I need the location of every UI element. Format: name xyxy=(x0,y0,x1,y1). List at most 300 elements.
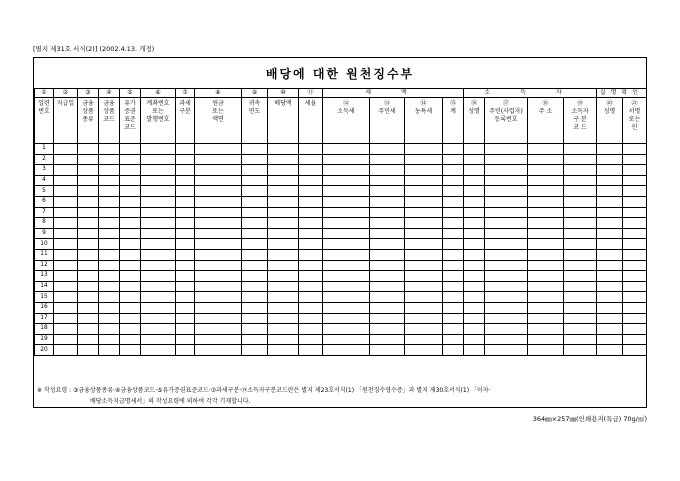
entry-cell[interactable] xyxy=(323,186,370,197)
entry-cell[interactable] xyxy=(443,207,464,218)
entry-cell[interactable] xyxy=(141,345,176,356)
entry-cell[interactable] xyxy=(485,345,528,356)
entry-cell[interactable] xyxy=(485,144,528,155)
entry-cell[interactable] xyxy=(623,186,647,197)
entry-cell[interactable] xyxy=(485,271,528,282)
entry-cell[interactable] xyxy=(120,302,141,313)
entry-cell[interactable] xyxy=(405,302,443,313)
entry-cell[interactable] xyxy=(405,186,443,197)
entry-cell[interactable] xyxy=(528,345,564,356)
entry-cell[interactable] xyxy=(141,324,176,335)
entry-cell[interactable] xyxy=(370,292,405,303)
entry-cell[interactable] xyxy=(176,260,195,271)
entry-cell[interactable] xyxy=(564,154,597,165)
entry-cell[interactable] xyxy=(78,292,99,303)
entry-cell[interactable] xyxy=(464,313,485,324)
entry-cell[interactable] xyxy=(120,175,141,186)
entry-cell[interactable] xyxy=(99,175,120,186)
entry-cell[interactable] xyxy=(54,228,78,239)
entry-cell[interactable] xyxy=(623,165,647,176)
entry-cell[interactable] xyxy=(370,186,405,197)
entry-cell[interactable] xyxy=(564,207,597,218)
entry-cell[interactable] xyxy=(54,154,78,165)
entry-cell[interactable] xyxy=(443,196,464,207)
entry-cell[interactable] xyxy=(268,239,299,250)
entry-cell[interactable] xyxy=(464,302,485,313)
entry-cell[interactable] xyxy=(299,175,323,186)
entry-cell[interactable] xyxy=(443,218,464,229)
entry-cell[interactable] xyxy=(268,144,299,155)
entry-cell[interactable] xyxy=(528,281,564,292)
entry-cell[interactable] xyxy=(78,165,99,176)
entry-cell[interactable] xyxy=(176,249,195,260)
entry-cell[interactable] xyxy=(242,228,268,239)
entry-cell[interactable] xyxy=(464,196,485,207)
entry-cell[interactable] xyxy=(370,196,405,207)
entry-cell[interactable] xyxy=(176,302,195,313)
entry-cell[interactable] xyxy=(623,207,647,218)
entry-cell[interactable] xyxy=(120,334,141,345)
entry-cell[interactable] xyxy=(443,260,464,271)
entry-cell[interactable] xyxy=(464,239,485,250)
entry-cell[interactable] xyxy=(485,324,528,335)
entry-cell[interactable] xyxy=(405,154,443,165)
entry-cell[interactable] xyxy=(299,334,323,345)
entry-cell[interactable] xyxy=(370,144,405,155)
entry-cell[interactable] xyxy=(242,324,268,335)
entry-cell[interactable] xyxy=(464,260,485,271)
entry-cell[interactable] xyxy=(528,249,564,260)
entry-cell[interactable] xyxy=(176,165,195,176)
entry-cell[interactable] xyxy=(176,239,195,250)
entry-cell[interactable] xyxy=(120,324,141,335)
entry-cell[interactable] xyxy=(623,228,647,239)
entry-cell[interactable] xyxy=(323,292,370,303)
entry-cell[interactable] xyxy=(370,334,405,345)
entry-cell[interactable] xyxy=(78,144,99,155)
entry-cell[interactable] xyxy=(485,313,528,324)
entry-cell[interactable] xyxy=(323,313,370,324)
entry-cell[interactable] xyxy=(528,207,564,218)
entry-cell[interactable] xyxy=(299,271,323,282)
entry-cell[interactable] xyxy=(405,207,443,218)
entry-cell[interactable] xyxy=(99,334,120,345)
entry-cell[interactable] xyxy=(597,302,623,313)
entry-cell[interactable] xyxy=(99,218,120,229)
entry-cell[interactable] xyxy=(323,302,370,313)
entry-cell[interactable] xyxy=(242,165,268,176)
entry-cell[interactable] xyxy=(54,239,78,250)
entry-cell[interactable] xyxy=(564,281,597,292)
entry-cell[interactable] xyxy=(323,218,370,229)
entry-cell[interactable] xyxy=(141,313,176,324)
entry-cell[interactable] xyxy=(299,260,323,271)
entry-cell[interactable] xyxy=(54,302,78,313)
entry-cell[interactable] xyxy=(405,239,443,250)
entry-cell[interactable] xyxy=(99,271,120,282)
entry-cell[interactable] xyxy=(485,302,528,313)
entry-cell[interactable] xyxy=(597,239,623,250)
entry-cell[interactable] xyxy=(528,324,564,335)
entry-cell[interactable] xyxy=(564,334,597,345)
entry-cell[interactable] xyxy=(443,281,464,292)
entry-cell[interactable] xyxy=(141,207,176,218)
entry-cell[interactable] xyxy=(299,144,323,155)
entry-cell[interactable] xyxy=(528,144,564,155)
entry-cell[interactable] xyxy=(323,260,370,271)
entry-cell[interactable] xyxy=(485,281,528,292)
entry-cell[interactable] xyxy=(564,260,597,271)
entry-cell[interactable] xyxy=(242,271,268,282)
entry-cell[interactable] xyxy=(464,154,485,165)
entry-cell[interactable] xyxy=(195,165,242,176)
entry-cell[interactable] xyxy=(485,186,528,197)
entry-cell[interactable] xyxy=(405,281,443,292)
entry-cell[interactable] xyxy=(54,165,78,176)
entry-cell[interactable] xyxy=(268,154,299,165)
entry-cell[interactable] xyxy=(464,165,485,176)
entry-cell[interactable] xyxy=(623,154,647,165)
entry-cell[interactable] xyxy=(564,144,597,155)
entry-cell[interactable] xyxy=(99,196,120,207)
entry-cell[interactable] xyxy=(78,196,99,207)
entry-cell[interactable] xyxy=(141,175,176,186)
entry-cell[interactable] xyxy=(299,281,323,292)
entry-cell[interactable] xyxy=(299,302,323,313)
entry-cell[interactable] xyxy=(623,292,647,303)
entry-cell[interactable] xyxy=(623,281,647,292)
entry-cell[interactable] xyxy=(370,175,405,186)
entry-cell[interactable] xyxy=(323,207,370,218)
entry-cell[interactable] xyxy=(99,281,120,292)
entry-cell[interactable] xyxy=(370,239,405,250)
entry-cell[interactable] xyxy=(485,175,528,186)
entry-cell[interactable] xyxy=(597,313,623,324)
entry-cell[interactable] xyxy=(195,154,242,165)
entry-cell[interactable] xyxy=(323,324,370,335)
entry-cell[interactable] xyxy=(54,249,78,260)
entry-cell[interactable] xyxy=(528,292,564,303)
entry-cell[interactable] xyxy=(597,271,623,282)
entry-cell[interactable] xyxy=(195,218,242,229)
entry-cell[interactable] xyxy=(242,302,268,313)
entry-cell[interactable] xyxy=(464,207,485,218)
entry-cell[interactable] xyxy=(528,218,564,229)
entry-cell[interactable] xyxy=(78,207,99,218)
entry-cell[interactable] xyxy=(78,271,99,282)
entry-cell[interactable] xyxy=(99,345,120,356)
entry-cell[interactable] xyxy=(195,228,242,239)
entry-cell[interactable] xyxy=(564,271,597,282)
entry-cell[interactable] xyxy=(597,154,623,165)
entry-cell[interactable] xyxy=(299,239,323,250)
entry-cell[interactable] xyxy=(141,186,176,197)
entry-cell[interactable] xyxy=(464,186,485,197)
entry-cell[interactable] xyxy=(54,281,78,292)
entry-cell[interactable] xyxy=(242,207,268,218)
entry-cell[interactable] xyxy=(242,218,268,229)
entry-cell[interactable] xyxy=(268,281,299,292)
entry-cell[interactable] xyxy=(323,154,370,165)
entry-cell[interactable] xyxy=(141,154,176,165)
entry-cell[interactable] xyxy=(464,345,485,356)
entry-cell[interactable] xyxy=(443,249,464,260)
entry-cell[interactable] xyxy=(78,324,99,335)
entry-cell[interactable] xyxy=(597,175,623,186)
entry-cell[interactable] xyxy=(195,271,242,282)
entry-cell[interactable] xyxy=(405,324,443,335)
entry-cell[interactable] xyxy=(54,313,78,324)
entry-cell[interactable] xyxy=(195,302,242,313)
entry-cell[interactable] xyxy=(528,334,564,345)
entry-cell[interactable] xyxy=(195,292,242,303)
entry-cell[interactable] xyxy=(464,218,485,229)
entry-cell[interactable] xyxy=(99,186,120,197)
entry-cell[interactable] xyxy=(405,144,443,155)
entry-cell[interactable] xyxy=(299,249,323,260)
entry-cell[interactable] xyxy=(176,154,195,165)
entry-cell[interactable] xyxy=(268,207,299,218)
entry-cell[interactable] xyxy=(242,239,268,250)
entry-cell[interactable] xyxy=(597,292,623,303)
entry-cell[interactable] xyxy=(485,218,528,229)
entry-cell[interactable] xyxy=(78,218,99,229)
entry-cell[interactable] xyxy=(597,228,623,239)
entry-cell[interactable] xyxy=(242,175,268,186)
entry-cell[interactable] xyxy=(597,165,623,176)
entry-cell[interactable] xyxy=(78,249,99,260)
entry-cell[interactable] xyxy=(176,228,195,239)
entry-cell[interactable] xyxy=(623,175,647,186)
entry-cell[interactable] xyxy=(443,313,464,324)
entry-cell[interactable] xyxy=(464,292,485,303)
entry-cell[interactable] xyxy=(176,218,195,229)
entry-cell[interactable] xyxy=(120,271,141,282)
entry-cell[interactable] xyxy=(623,271,647,282)
entry-cell[interactable] xyxy=(242,154,268,165)
entry-cell[interactable] xyxy=(54,218,78,229)
entry-cell[interactable] xyxy=(564,186,597,197)
entry-cell[interactable] xyxy=(195,281,242,292)
entry-cell[interactable] xyxy=(485,228,528,239)
entry-cell[interactable] xyxy=(54,260,78,271)
entry-cell[interactable] xyxy=(323,345,370,356)
entry-cell[interactable] xyxy=(54,334,78,345)
entry-cell[interactable] xyxy=(405,313,443,324)
entry-cell[interactable] xyxy=(120,249,141,260)
entry-cell[interactable] xyxy=(323,165,370,176)
entry-cell[interactable] xyxy=(623,334,647,345)
entry-cell[interactable] xyxy=(597,345,623,356)
entry-cell[interactable] xyxy=(268,196,299,207)
entry-cell[interactable] xyxy=(564,165,597,176)
entry-cell[interactable] xyxy=(323,196,370,207)
entry-cell[interactable] xyxy=(623,313,647,324)
entry-cell[interactable] xyxy=(443,228,464,239)
entry-cell[interactable] xyxy=(564,249,597,260)
entry-cell[interactable] xyxy=(299,228,323,239)
entry-cell[interactable] xyxy=(485,249,528,260)
entry-cell[interactable] xyxy=(485,239,528,250)
entry-cell[interactable] xyxy=(99,239,120,250)
entry-cell[interactable] xyxy=(54,144,78,155)
entry-cell[interactable] xyxy=(268,218,299,229)
entry-cell[interactable] xyxy=(323,281,370,292)
entry-cell[interactable] xyxy=(597,334,623,345)
entry-cell[interactable] xyxy=(323,239,370,250)
entry-cell[interactable] xyxy=(464,281,485,292)
entry-cell[interactable] xyxy=(141,260,176,271)
entry-cell[interactable] xyxy=(464,144,485,155)
entry-cell[interactable] xyxy=(597,324,623,335)
entry-cell[interactable] xyxy=(195,249,242,260)
entry-cell[interactable] xyxy=(464,228,485,239)
entry-cell[interactable] xyxy=(176,186,195,197)
entry-cell[interactable] xyxy=(54,196,78,207)
entry-cell[interactable] xyxy=(141,281,176,292)
entry-cell[interactable] xyxy=(120,154,141,165)
entry-cell[interactable] xyxy=(54,324,78,335)
entry-cell[interactable] xyxy=(485,207,528,218)
entry-cell[interactable] xyxy=(242,186,268,197)
entry-cell[interactable] xyxy=(54,345,78,356)
entry-cell[interactable] xyxy=(195,207,242,218)
entry-cell[interactable] xyxy=(443,302,464,313)
entry-cell[interactable] xyxy=(141,218,176,229)
entry-cell[interactable] xyxy=(564,292,597,303)
entry-cell[interactable] xyxy=(268,165,299,176)
entry-cell[interactable] xyxy=(176,271,195,282)
entry-cell[interactable] xyxy=(405,249,443,260)
entry-cell[interactable] xyxy=(242,313,268,324)
entry-cell[interactable] xyxy=(120,228,141,239)
entry-cell[interactable] xyxy=(323,144,370,155)
entry-cell[interactable] xyxy=(99,144,120,155)
entry-cell[interactable] xyxy=(195,313,242,324)
entry-cell[interactable] xyxy=(54,271,78,282)
entry-cell[interactable] xyxy=(141,271,176,282)
entry-cell[interactable] xyxy=(564,175,597,186)
entry-cell[interactable] xyxy=(99,207,120,218)
entry-cell[interactable] xyxy=(528,239,564,250)
entry-cell[interactable] xyxy=(176,324,195,335)
entry-cell[interactable] xyxy=(528,196,564,207)
entry-cell[interactable] xyxy=(528,260,564,271)
entry-cell[interactable] xyxy=(242,260,268,271)
entry-cell[interactable] xyxy=(370,165,405,176)
entry-cell[interactable] xyxy=(78,228,99,239)
entry-cell[interactable] xyxy=(195,334,242,345)
entry-cell[interactable] xyxy=(176,175,195,186)
entry-cell[interactable] xyxy=(564,239,597,250)
entry-cell[interactable] xyxy=(405,218,443,229)
entry-cell[interactable] xyxy=(370,302,405,313)
entry-cell[interactable] xyxy=(443,239,464,250)
entry-cell[interactable] xyxy=(323,334,370,345)
entry-cell[interactable] xyxy=(464,271,485,282)
entry-cell[interactable] xyxy=(120,345,141,356)
entry-cell[interactable] xyxy=(299,345,323,356)
entry-cell[interactable] xyxy=(299,218,323,229)
entry-cell[interactable] xyxy=(176,207,195,218)
entry-cell[interactable] xyxy=(299,207,323,218)
entry-cell[interactable] xyxy=(370,324,405,335)
entry-cell[interactable] xyxy=(370,345,405,356)
entry-cell[interactable] xyxy=(443,334,464,345)
entry-cell[interactable] xyxy=(195,239,242,250)
entry-cell[interactable] xyxy=(528,175,564,186)
entry-cell[interactable] xyxy=(268,302,299,313)
entry-cell[interactable] xyxy=(370,228,405,239)
entry-cell[interactable] xyxy=(78,175,99,186)
entry-cell[interactable] xyxy=(528,302,564,313)
entry-cell[interactable] xyxy=(99,260,120,271)
entry-cell[interactable] xyxy=(141,302,176,313)
entry-cell[interactable] xyxy=(242,334,268,345)
entry-cell[interactable] xyxy=(299,196,323,207)
entry-cell[interactable] xyxy=(528,228,564,239)
entry-cell[interactable] xyxy=(78,345,99,356)
entry-cell[interactable] xyxy=(597,207,623,218)
entry-cell[interactable] xyxy=(120,239,141,250)
entry-cell[interactable] xyxy=(242,292,268,303)
entry-cell[interactable] xyxy=(242,281,268,292)
entry-cell[interactable] xyxy=(370,218,405,229)
entry-cell[interactable] xyxy=(176,292,195,303)
entry-cell[interactable] xyxy=(323,271,370,282)
entry-cell[interactable] xyxy=(78,154,99,165)
entry-cell[interactable] xyxy=(597,196,623,207)
entry-cell[interactable] xyxy=(120,281,141,292)
entry-cell[interactable] xyxy=(623,345,647,356)
entry-cell[interactable] xyxy=(443,144,464,155)
entry-cell[interactable] xyxy=(141,249,176,260)
entry-cell[interactable] xyxy=(564,218,597,229)
entry-cell[interactable] xyxy=(120,196,141,207)
entry-cell[interactable] xyxy=(564,196,597,207)
entry-cell[interactable] xyxy=(528,154,564,165)
entry-cell[interactable] xyxy=(564,302,597,313)
entry-cell[interactable] xyxy=(120,218,141,229)
entry-cell[interactable] xyxy=(141,239,176,250)
entry-cell[interactable] xyxy=(485,260,528,271)
entry-cell[interactable] xyxy=(99,324,120,335)
entry-cell[interactable] xyxy=(268,228,299,239)
entry-cell[interactable] xyxy=(299,313,323,324)
entry-cell[interactable] xyxy=(623,144,647,155)
entry-cell[interactable] xyxy=(120,313,141,324)
entry-cell[interactable] xyxy=(54,292,78,303)
entry-cell[interactable] xyxy=(268,175,299,186)
entry-cell[interactable] xyxy=(597,281,623,292)
entry-cell[interactable] xyxy=(623,302,647,313)
entry-cell[interactable] xyxy=(623,324,647,335)
entry-cell[interactable] xyxy=(54,207,78,218)
entry-cell[interactable] xyxy=(54,175,78,186)
entry-cell[interactable] xyxy=(54,186,78,197)
entry-cell[interactable] xyxy=(195,196,242,207)
entry-cell[interactable] xyxy=(176,144,195,155)
entry-cell[interactable] xyxy=(370,281,405,292)
entry-cell[interactable] xyxy=(528,165,564,176)
entry-cell[interactable] xyxy=(99,313,120,324)
entry-cell[interactable] xyxy=(78,260,99,271)
entry-cell[interactable] xyxy=(120,144,141,155)
entry-cell[interactable] xyxy=(443,271,464,282)
entry-cell[interactable] xyxy=(195,144,242,155)
entry-cell[interactable] xyxy=(78,334,99,345)
entry-cell[interactable] xyxy=(528,313,564,324)
